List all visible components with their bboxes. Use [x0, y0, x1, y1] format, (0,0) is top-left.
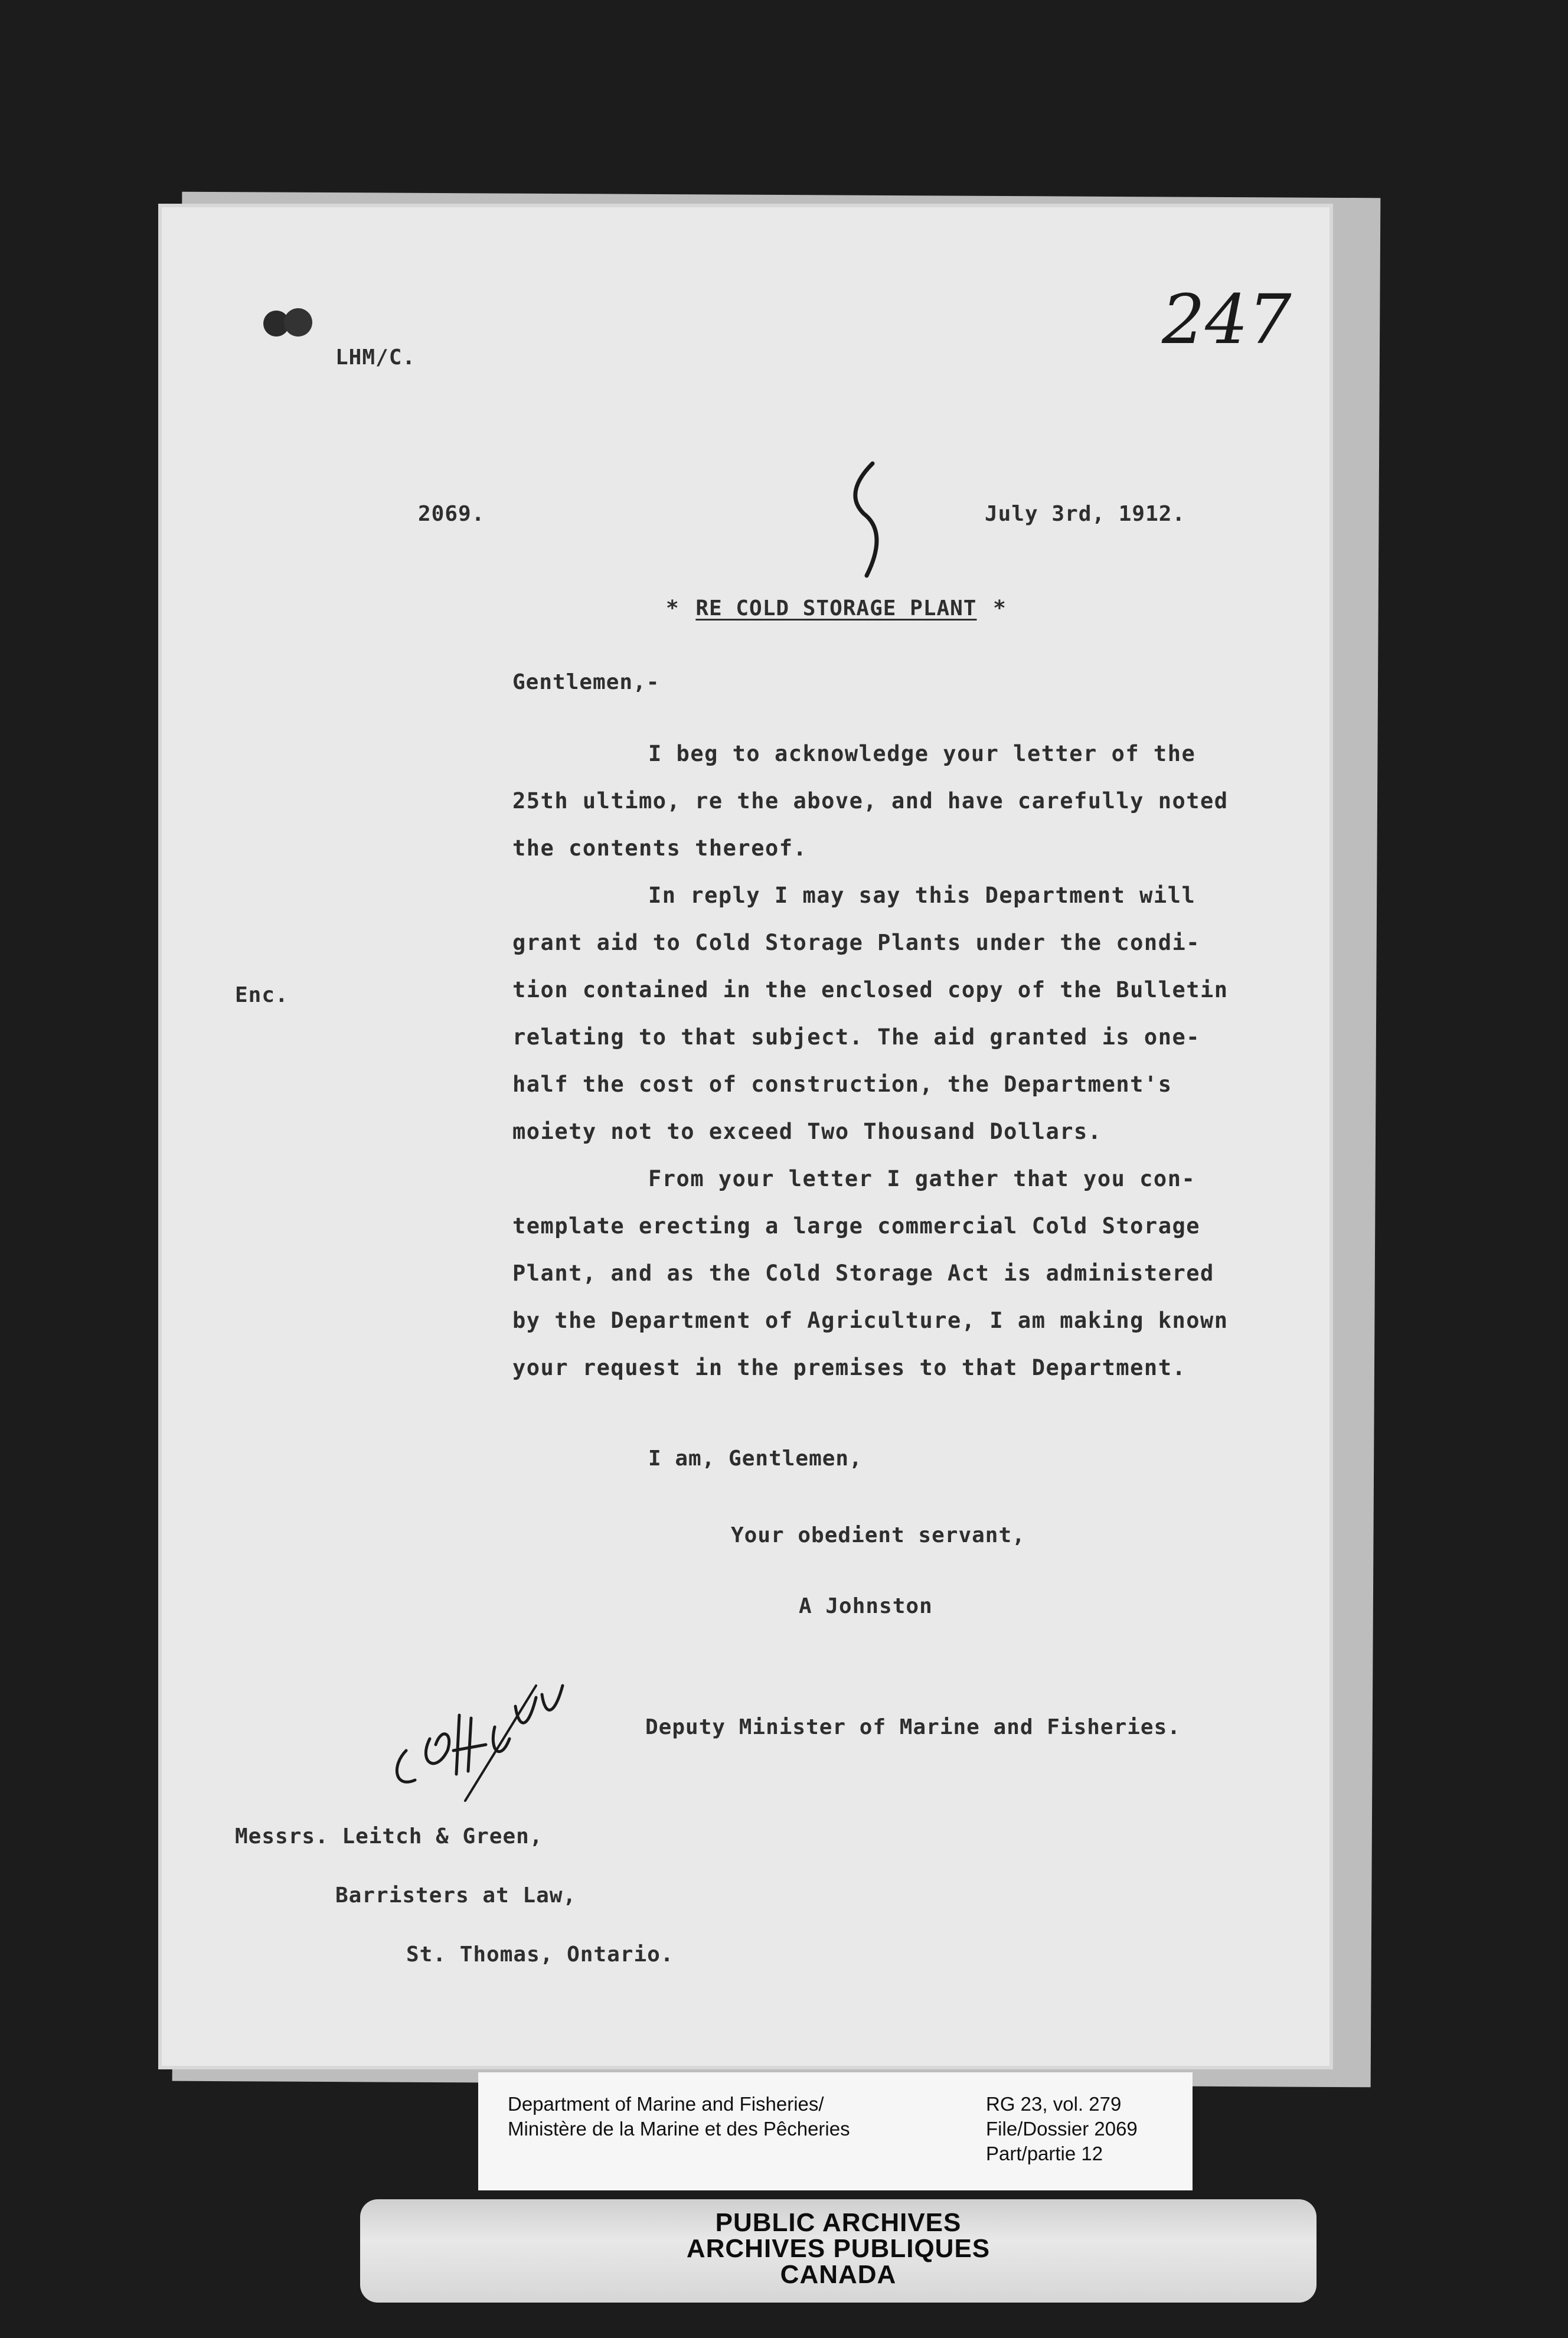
archive-reference-label [478, 2072, 1193, 2190]
body-line: your request in the premises to that Department. [512, 1355, 1187, 1380]
file-number: 2069. [418, 502, 485, 526]
closing-line: Your obedient servant, [731, 1523, 1025, 1547]
handwritten-file-part-mark [831, 458, 902, 582]
department-english: Department of Marine and Fisheries/ [508, 2093, 824, 2115]
stamp-line: ARCHIVES PUBLIQUES [686, 2234, 991, 2263]
handwritten-initials [383, 1662, 571, 1804]
public-archives-stamp [360, 2199, 1317, 2303]
reference-initials: LHM/C. [335, 345, 416, 370]
addressee-line: Barristers at Law, [335, 1883, 577, 1908]
stamp-line: PUBLIC ARCHIVES [715, 2208, 962, 2237]
body-line: Plant, and as the Cold Storage Act is administered [512, 1261, 1214, 1286]
body-line: From your letter I gather that you con- [648, 1166, 1196, 1191]
department-french: Ministère de la Marine et des Pêcheries [508, 2118, 850, 2140]
body-line: half the cost of construction, the Department's [512, 1072, 1172, 1097]
subject-heading: RE COLD STORAGE PLANT [695, 596, 977, 621]
body-line: the contents thereof. [512, 835, 808, 861]
subject-line [666, 596, 1007, 621]
record-group: RG 23, vol. 279 [986, 2093, 1122, 2115]
subject-marker-right: * [993, 596, 1007, 621]
enclosure-note: Enc. [235, 983, 289, 1007]
salutation: Gentlemen,- [512, 670, 660, 694]
addressee-line: St. Thomas, Ontario. [406, 1942, 674, 1967]
body-line: tion contained in the enclosed copy of the Bulletin [512, 977, 1229, 1003]
body-line: relating to that subject. The aid granted is one- [512, 1024, 1201, 1050]
stamp-line: CANADA [780, 2260, 897, 2289]
body-line: In reply I may say this Department will [648, 883, 1196, 908]
body-line: moiety not to exceed Two Thousand Dollars. [512, 1119, 1102, 1144]
subject-marker-left: * [666, 596, 680, 621]
body-line: grant aid to Cold Storage Plants under the condi- [512, 930, 1201, 955]
body-line: by the Department of Agriculture, I am making known [512, 1308, 1229, 1333]
body-line: 25th ultimo, re the above, and have carefully noted [512, 788, 1229, 814]
signatory-name: A Johnston [799, 1594, 933, 1618]
body-line: I beg to acknowledge your letter of the [648, 741, 1196, 766]
letter-page [158, 204, 1333, 2069]
signatory-title: Deputy Minister of Marine and Fisheries. [645, 1715, 1181, 1739]
punch-hole-mark [256, 301, 321, 345]
closing-line: I am, Gentlemen, [648, 1446, 863, 1471]
file-dossier: File/Dossier 2069 [986, 2118, 1138, 2140]
file-page-number: 247 [1162, 280, 1292, 360]
addressee-line: Messrs. Leitch & Green, [235, 1824, 543, 1849]
body-line: template erecting a large commercial Cold Storage [512, 1213, 1201, 1239]
part-partie: Part/partie 12 [986, 2143, 1103, 2164]
letter-date: July 3rd, 1912. [985, 502, 1186, 526]
